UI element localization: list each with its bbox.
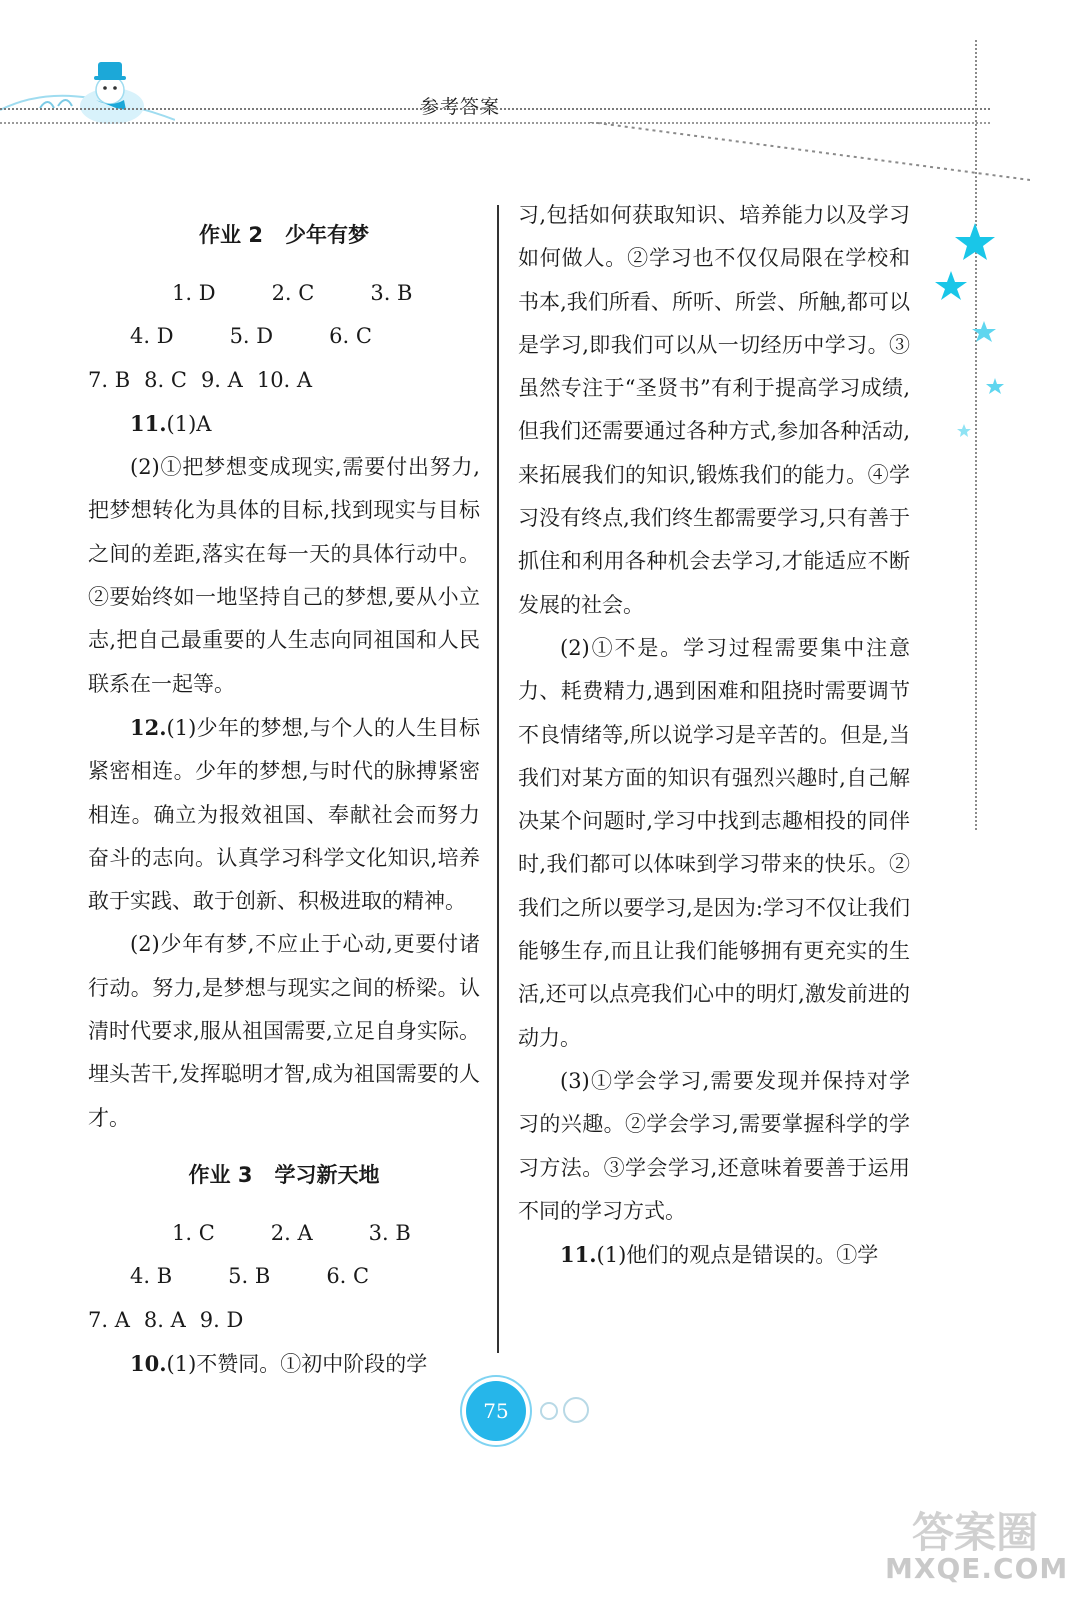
- header-slant-line: [590, 122, 1030, 182]
- answer-paragraph: 10.(1)不赞同。①初中阶段的学: [130, 1350, 428, 1376]
- page-number: 75: [466, 1381, 526, 1441]
- section-heading-homework-3: 作业 3 学习新天地: [188, 1162, 380, 1187]
- header-divider: [0, 108, 990, 110]
- answer-paragraph: (3)①学会学习,需要发现并保持对学习的兴趣。②学会学习,需要掌握科学的学习方法。③学会学习,还意味着要善于运用不同的学习方式。: [518, 1068, 910, 1223]
- snowman-illustration: [0, 50, 175, 130]
- header-title: 参考答案: [419, 96, 500, 118]
- answer-paragraph: (2)①把梦想变成现实,需要付出努力,把梦想转化为具体的目标,找到现实与目标之间的差距,落实在每一天的具体行动中。②要始终如一地坚持自己的梦想,要从小立志,把自己最重要的人生志向同祖国和人民联系在一起等。: [88, 455, 480, 696]
- choice-answers-row: 1. C 2. A 3. B4. B 5. B 6. C: [130, 1220, 411, 1289]
- star-icon: [986, 378, 1004, 394]
- star-icon: [955, 223, 995, 260]
- decor-circle: [563, 1397, 589, 1423]
- star-icon: [957, 424, 971, 437]
- star-icon: [935, 271, 967, 300]
- right-column: [518, 194, 910, 1277]
- answer-paragraph: 11.(1)A: [130, 410, 212, 436]
- watermark-site: MXQE.COM: [885, 1552, 1069, 1585]
- watermark-logo: 答案圈: [911, 1508, 1038, 1557]
- answer-paragraph: 12.(1)少年的梦想,与个人的人生目标紧密相连。少年的梦想,与时代的脉搏紧密相连。确立为报效祖国、奉献社会而努力奋斗的志向。认真学习科学文化知识,培养敢于实践、敢于创新、积极进取的精神。: [88, 714, 480, 914]
- answer-paragraph: 11.(1)他们的观点是错误的。①学: [560, 1242, 879, 1268]
- answer-paragraph: (2)少年有梦,不应止于心动,更要付诸行动。努力,是梦想与现实之间的桥梁。认清时代要求,服从祖国需要,立足自身实际。埋头苦干,发挥聪明才智,成为祖国需要的人才。: [88, 932, 480, 1130]
- left-column: [88, 212, 480, 1386]
- stars-decoration: [930, 215, 1030, 455]
- answer-paragraph: (2)①不是。学习过程需要集中注意力、耗费精力,遇到困难和阻挠时需要调节不良情绪等,所以说学习是辛苦的。但是,当我们对某方面的知识有强烈兴趣时,自己解决某个问题时,学习中找到志趣相投的同伴时,我们都可以体味到学习带来的快乐。②我们之所以要学习,是因为:学习不仅让我们能够生存,而且让我们能够拥有更充实的生活,还可以点亮我们心中的明灯,激发前进的动力。: [518, 635, 910, 1050]
- star-icon: [972, 321, 996, 342]
- answer-paragraph: 习,包括如何获取知识、培养能力以及学习如何做人。②学习也不仅仅局限在学校和书本,我们所看、所听、所尝、所触,都可以是学习,即我们可以从一切经历中学习。③虽然专注于“圣贤书”有利于提高学习成绩,但我们还需要通过各种方式,参加各种活动,来拓展我们的知识,锻炼我们的能力。④学习没有终点,我们终生都需要学习,只有善于抓住和利用各种机会去学习,才能适应不断发展的社会。: [518, 203, 910, 617]
- choice-answers-row: 7. B 8. C 9. A 10. A: [88, 367, 313, 392]
- choice-answers-row: 1. D 2. C 3. B4. D 5. D 6. C: [130, 281, 413, 349]
- watermark: [885, 1500, 1069, 1595]
- column-divider: [497, 205, 499, 1353]
- decor-circle: [540, 1402, 558, 1420]
- section-heading-homework-2: 作业 2 少年有梦: [199, 223, 369, 247]
- choice-answers-row: 7. A 8. A 9. D: [88, 1307, 244, 1332]
